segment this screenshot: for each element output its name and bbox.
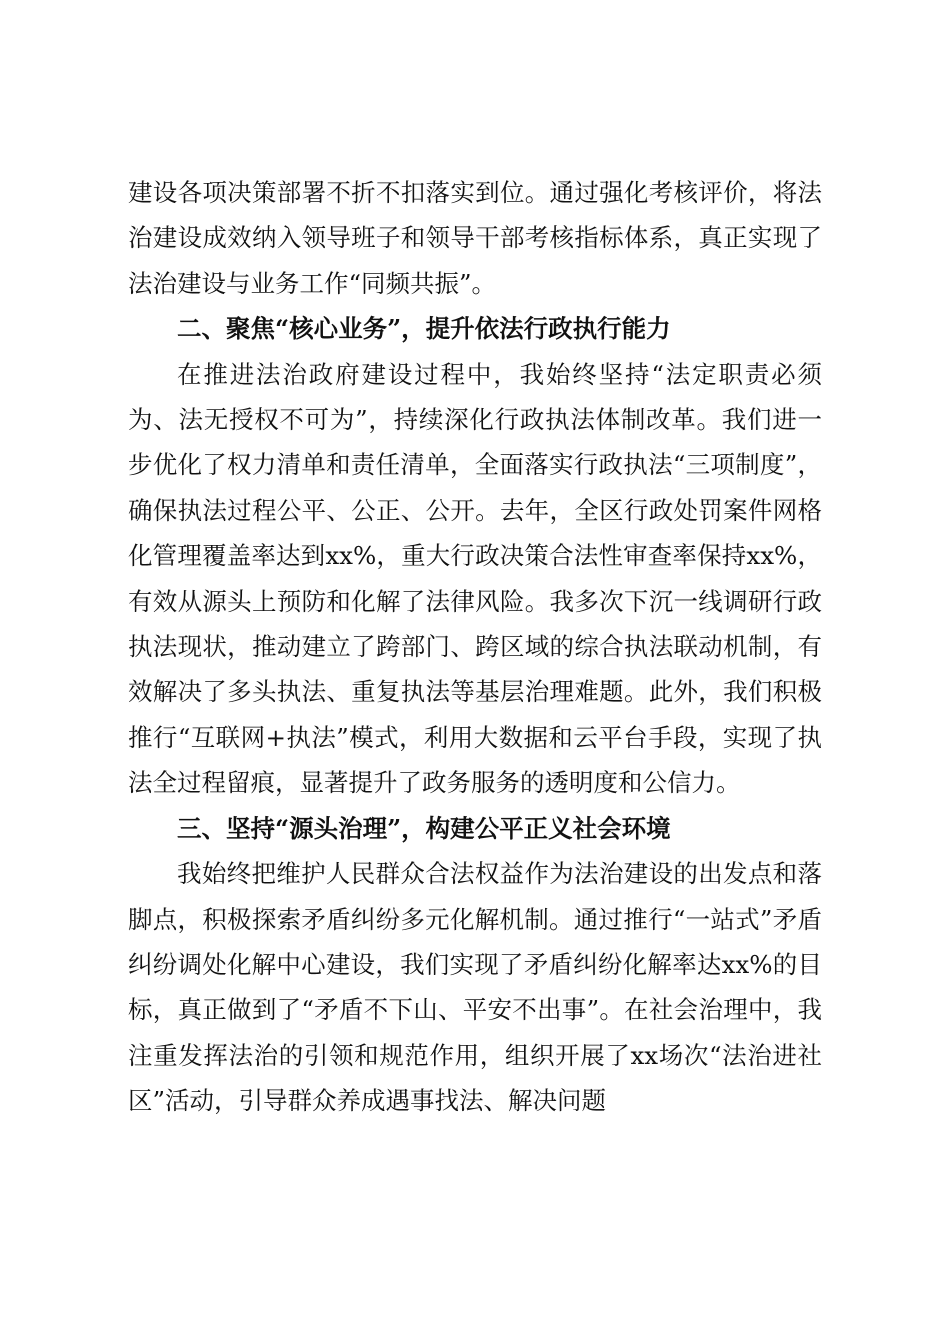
body-paragraph-3: 我始终把维护人民群众合法权益作为法治建设的出发点和落脚点，积极探索矛盾纠纷多元化解机制。通过推行“一站式”矛盾纠纷调处化解中心建设，我们实现了矛盾纠纷化解率达xx%的目标，真正做到了“矛盾不下山、平安不出事”。在社会治理中，我注重发挥法治的引领和规范作用，组织开展了xx场次“法治进社区”活动，引导群众养成遇事找法、解决问题 [128, 859, 822, 1116]
section-heading-3: 三、坚持“源头治理”，构建公平正义社会环境 [177, 813, 671, 843]
body-paragraph-2: 在推进法治政府建设过程中，我始终坚持“法定职责必须为、法无授权不可为”，持续深化行政执法体制改革。我们进一步优化了权力清单和责任清单，全面落实行政执法“三项制度”，确保执法过程公平、公正、公开。去年，全区行政处罚案件网格化管理覆盖率达到xx%，重大行政决策合法性审查率保持xx%，有效从源头上预防和化解了法律风险。我多次下沉一线调研行政执法现状，推动建立了跨部门、跨区域的综合执法联动机制，有效解决了多头执法、重复执法等基层治理难题。此外，我们积极推行“互联网+执法”模式，利用大数据和云平台手段，实现了执法全过程留痕，显著提升了政务服务的透明度和公信力。 [128, 359, 822, 798]
document-body [128, 170, 822, 1124]
section-heading-2: 二、聚焦“核心业务”，提升依法行政执行能力 [177, 314, 671, 344]
continuation-paragraph: 建设各项决策部署不折不扣落实到位。通过强化考核评价，将法治建设成效纳入领导班子和领导干部考核指标体系，真正实现了法治建设与业务工作“同频共振”。 [128, 178, 822, 298]
